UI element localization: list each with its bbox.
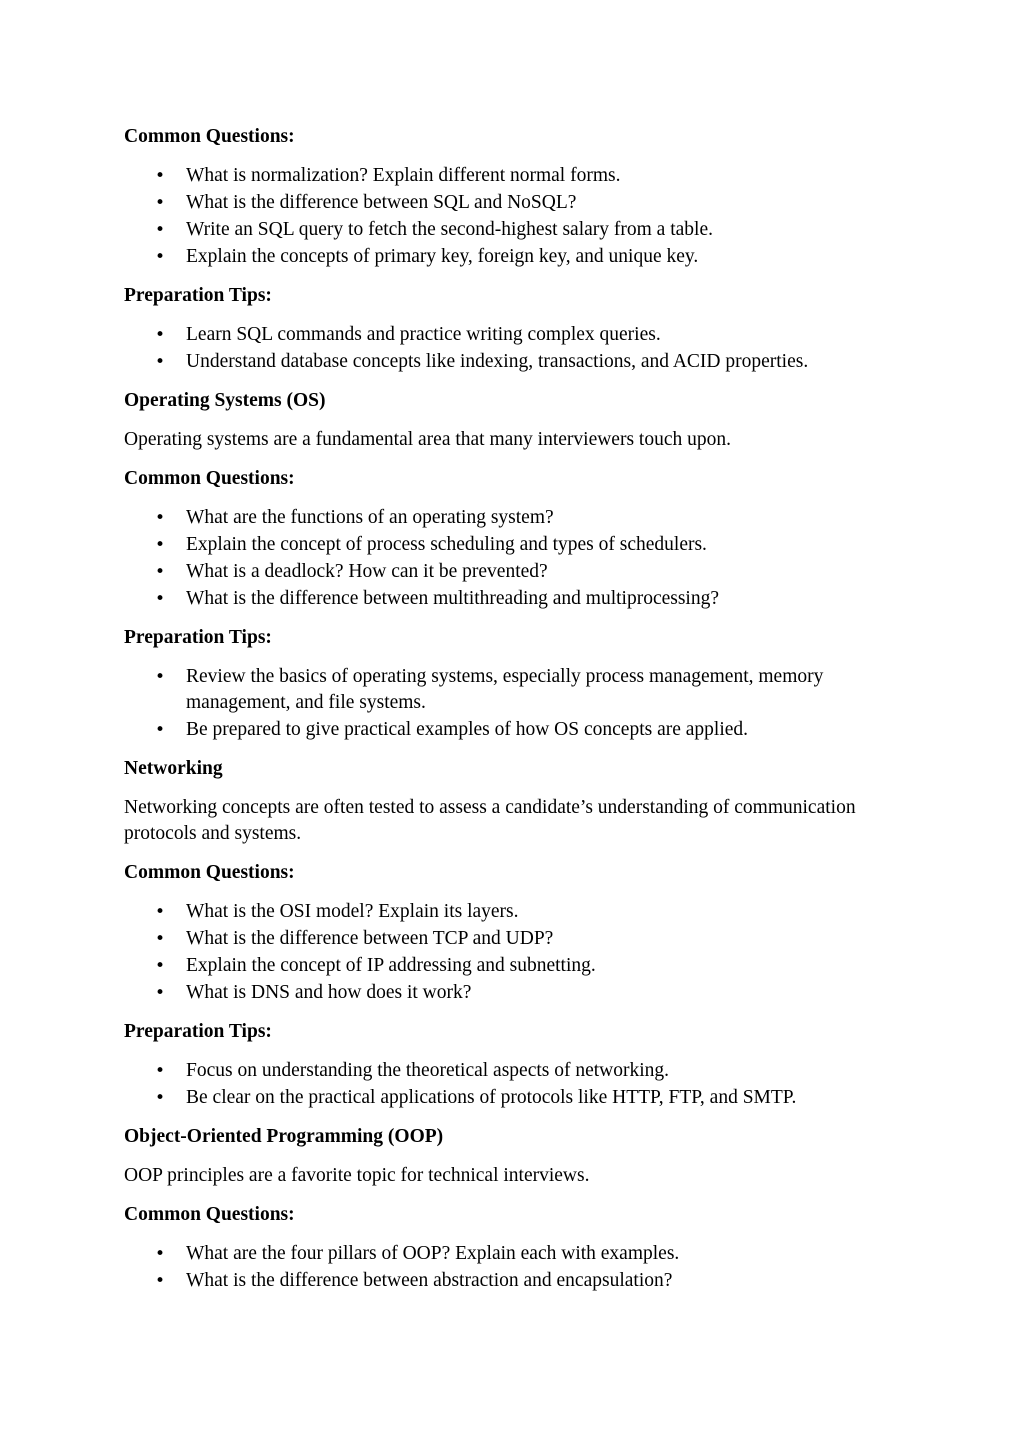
section-heading: Common Questions: [124, 126, 295, 147]
list-item: • Be clear on the practical applications of protocols like HTTP, FTP, and SMTP. [124, 1085, 914, 1111]
list-item: • Be prepared to give practical examples of how OS concepts are applied. [124, 717, 914, 743]
list-item: • Review the basics of operating systems, especially process management, memory management, and file systems. [124, 664, 914, 716]
list-item: • What is the difference between abstraction and encapsulation? [124, 1268, 914, 1294]
section-heading: Networking [124, 758, 223, 779]
section-heading: Preparation Tips: [124, 1021, 272, 1042]
list-item: • What is normalization? Explain different normal forms. [124, 163, 914, 189]
body-paragraph: Networking concepts are often tested to assess a candidate’s understanding of communication protocols and systems. [124, 797, 856, 844]
section-heading: Common Questions: [124, 1204, 295, 1225]
list-item: • What is a deadlock? How can it be prevented? [124, 559, 914, 585]
list-item: • Write an SQL query to fetch the second-highest salary from a table. [124, 217, 914, 243]
body-paragraph: Operating systems are a fundamental area that many interviewers touch upon. [124, 429, 731, 450]
list-item: • Explain the concept of IP addressing and subnetting. [124, 953, 914, 979]
list-item: • Learn SQL commands and practice writing complex queries. [124, 322, 914, 348]
section-heading: Object-Oriented Programming (OOP) [124, 1126, 444, 1147]
list-item: • What are the functions of an operating system? [124, 505, 914, 531]
bullet-list [124, 899, 914, 1006]
list-item: • What is the difference between TCP and UDP? [124, 926, 914, 952]
list-item: • What are the four pillars of OOP? Explain each with examples. [124, 1241, 914, 1267]
section-heading: Preparation Tips: [124, 627, 272, 648]
section-heading: Preparation Tips: [124, 285, 272, 306]
section-heading: Common Questions: [124, 468, 295, 489]
list-item: • What is the difference between multithreading and multiprocessing? [124, 586, 914, 612]
bullet-list [124, 1241, 914, 1294]
list-item: • Explain the concepts of primary key, foreign key, and unique key. [124, 244, 914, 270]
list-item: • What is the difference between SQL and NoSQL? [124, 190, 914, 216]
bullet-list [124, 163, 914, 270]
list-item: • Focus on understanding the theoretical aspects of networking. [124, 1058, 914, 1084]
bullet-list [124, 664, 914, 743]
list-item: • What is DNS and how does it work? [124, 980, 914, 1006]
document-page [124, 124, 914, 1307]
bullet-list [124, 505, 914, 612]
list-item: • Explain the concept of process scheduling and types of schedulers. [124, 532, 914, 558]
list-item: • What is the OSI model? Explain its layers. [124, 899, 914, 925]
bullet-list [124, 322, 914, 375]
section-heading: Operating Systems (OS) [124, 390, 326, 411]
body-paragraph: OOP principles are a favorite topic for technical interviews. [124, 1165, 590, 1186]
section-heading: Common Questions: [124, 862, 295, 883]
bullet-list [124, 1058, 914, 1111]
list-item: • Understand database concepts like indexing, transactions, and ACID properties. [124, 349, 914, 375]
